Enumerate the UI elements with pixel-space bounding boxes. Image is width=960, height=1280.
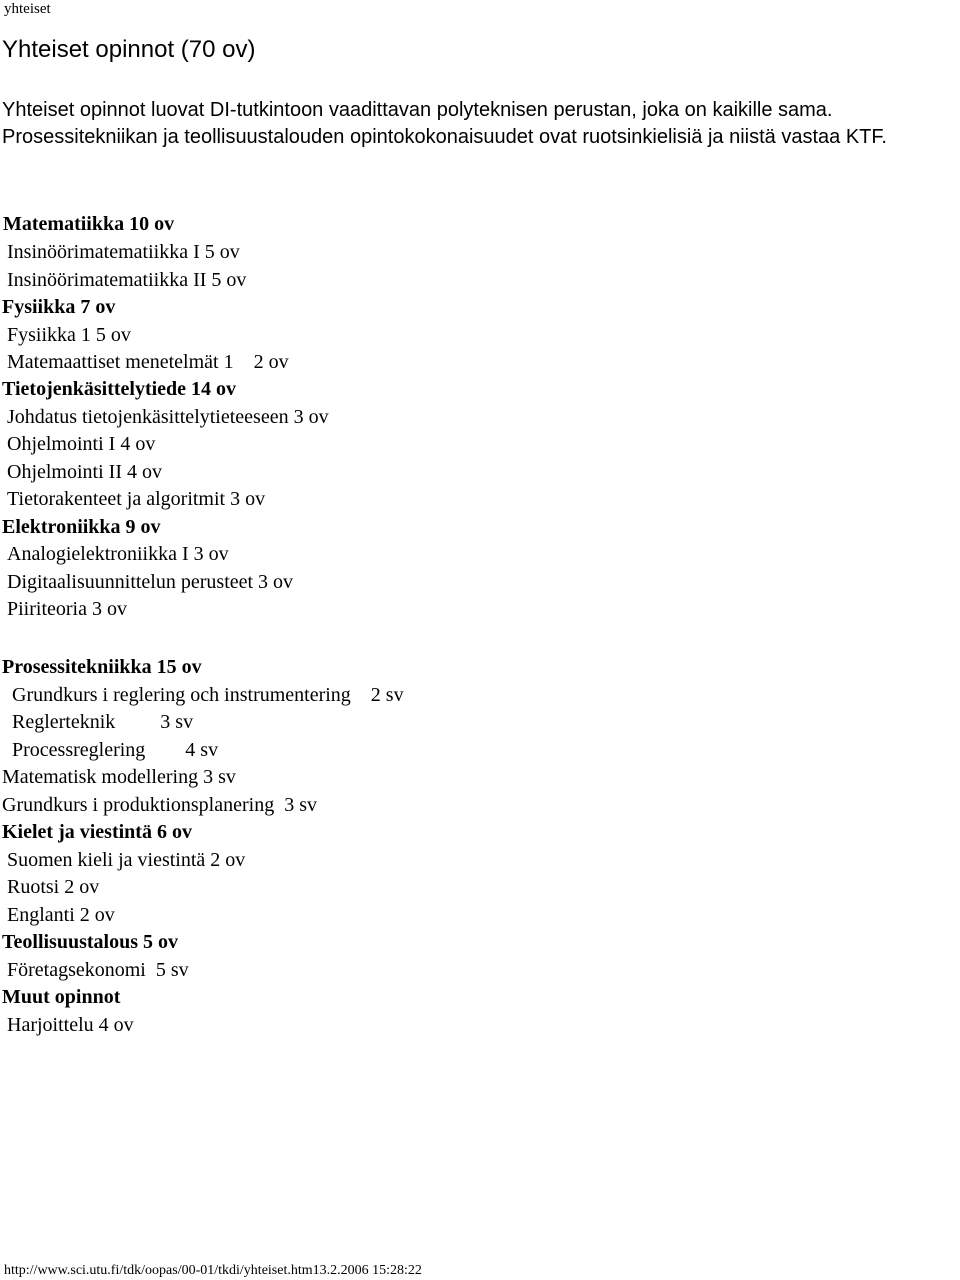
course-line: Reglerteknik 3 sv xyxy=(12,711,194,733)
page-footer-url: http://www.sci.utu.fi/tdk/oopas/00-01/tkdi/yhteiset.htm13.2.2006 15:28:22 xyxy=(4,1263,422,1278)
course-line: Insinöörimatematiikka II 5 ov xyxy=(7,269,247,291)
course-line: Tietorakenteet ja algoritmit 3 ov xyxy=(7,488,266,510)
course-line: Digitaalisuunnittelun perusteet 3 ov xyxy=(7,571,294,593)
course-line: Matemaattiset menetelmät 1 2 ov xyxy=(7,351,289,373)
course-line: Matematisk modellering 3 sv xyxy=(2,766,236,788)
course-line: Kielet ja viestintä 6 ov xyxy=(2,821,192,843)
course-line: Johdatus tietojenkäsittelytieteeseen 3 ov xyxy=(7,406,329,428)
course-line: Harjoittelu 4 ov xyxy=(7,1014,134,1036)
course-line: Elektroniikka 9 ov xyxy=(2,516,161,538)
course-line: Grundkurs i produktionsplanering 3 sv xyxy=(2,794,317,816)
course-line: Suomen kieli ja viestintä 2 ov xyxy=(7,849,246,871)
page-title: Yhteiset opinnot (70 ov) xyxy=(2,36,256,63)
course-line: Fysiikka 7 ov xyxy=(2,296,116,318)
course-line: Piiriteoria 3 ov xyxy=(7,598,127,620)
course-line: Teollisuustalous 5 ov xyxy=(2,931,178,953)
course-line: Ruotsi 2 ov xyxy=(7,876,100,898)
page-header-label: yhteiset xyxy=(4,1,51,17)
course-line: Ohjelmointi I 4 ov xyxy=(7,433,156,455)
course-line: Processreglering 4 sv xyxy=(12,739,219,761)
course-line: Matematiikka 10 ov xyxy=(3,213,175,235)
intro-paragraph: Yhteiset opinnot luovat DI-tutkintoon vaadittavan polyteknisen perustan, joka on kaikille sama. Prosessitekniikan ja teollisuustalouden opintokokonaisuudet ovat ruotsinkielisiä ja niistä vastaa KTF. xyxy=(2,99,887,148)
course-line: Prosessitekniikka 15 ov xyxy=(2,656,202,678)
course-line: Analogielektroniikka I 3 ov xyxy=(7,543,229,565)
course-line: Grundkurs i reglering och instrumentering 2 sv xyxy=(12,684,404,706)
course-line: Englanti 2 ov xyxy=(7,904,115,926)
course-line: Fysiikka 1 5 ov xyxy=(7,324,131,346)
course-line: Tietojenkäsittelytiede 14 ov xyxy=(2,378,237,400)
course-line: Företagsekonomi 5 sv xyxy=(7,959,189,981)
course-line: Muut opinnot xyxy=(2,986,121,1008)
course-line: Ohjelmointi II 4 ov xyxy=(7,461,162,483)
course-line: Insinöörimatematiikka I 5 ov xyxy=(7,241,240,263)
